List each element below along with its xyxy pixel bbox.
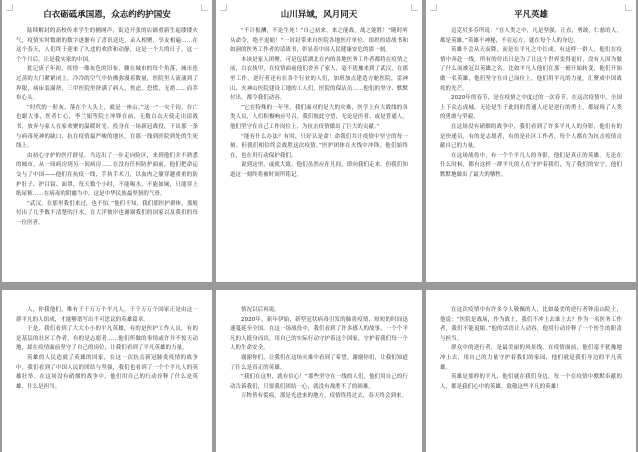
paragraph: “它在特殊的一年里，我们面对的是大的灾难，医学上有大战线的各类人员，人们积极响应号召，我们彼此守望，无论是医者、或是普通人。他们坚守在自己工作岗位上，为抗击疫情做出了巨大的贡献。” bbox=[230, 104, 408, 130]
page-top-margin bbox=[230, 290, 408, 306]
page-top-margin bbox=[16, 290, 198, 306]
paragraph: 英雄不会从天而降，而是在平凡之中长成。有这样一群人，他们在疫情中奔赴一线，所有的付出只是为了让这个世界变得更好，没有人因为做了什么而被冠以英雄之名。比如平凡人他们在那一刻开始转变，他们开始做一名英雄，他们坚守在自己岗位上，他们用平凡的力量，汇聚成中国战疫的光芒。 bbox=[440, 47, 622, 92]
page-corner-mark bbox=[220, 4, 227, 11]
page-title: 白衣砺砥承国恩，众志约约护国安 bbox=[43, 10, 171, 20]
paragraph: “武汉，在那里我们来过，也不怕。”他们不知，我们那医护群体，那般付出了几乎数不清楚的汗水，在大洋彼岸也谢谢我们的国家以及我们的每一位医者。 bbox=[16, 200, 198, 226]
paragraph: 群众中的逆行者，是最美丽的风景线。在疫情面前，他们毫不犹豫地冲上去，用自己的力量守护着我们的家园，他们就是我们身边的平凡英雄。 bbox=[440, 345, 622, 371]
document-page-5 bbox=[216, 290, 422, 452]
document-page-3 bbox=[426, 0, 636, 282]
paragraph: 说到这里，或就大致。他们虽然应在凡间，即向我们走来，但我们知道这一刻终将被时间所铭记。 bbox=[230, 162, 408, 178]
paragraph: 英雄的人民造就了英雄的国家，在这一次抗击新冠肺炎疫情的战争中，我们看到了中国人民的团结与坚强，我们也看到了一个个平凡人的英雄壮举。在这场没有硝烟的战争中，他们用自己的行动诠释了什么是英雄，什么是担当。 bbox=[16, 354, 198, 390]
paragraph: 于是，我们看到了大大小小的平凡英雄，有的是医护工作人员，有的是基层的社区工作者，有的是志愿者……他们所做的事情或许并不惊天动地，却在疫情面前坚守了自己的岗位，让我们看到了平凡英雄的力量。 bbox=[16, 326, 198, 352]
paragraph: 英雄是那样的平凡，他们就在我们身边，每一个在疫情中默默奉献的人，都是我们心中的英雄。致敬这些平凡的英雄！ bbox=[440, 374, 622, 390]
paragraph: 陆续解封的高校传来学生的捕网声，街边开张的店铺重新生起缕缕火气，疫情实时数据的数字逐渐有了喜讯送达，录入相聚，享友相遍……在这个春天，人们终于迎来了久违的欢欣和动静，这是一个大的日子，这一个个月后，让是我实家的中国。 bbox=[16, 28, 198, 63]
paragraph: 2020年的春节，是在疫情之中度过的一次春节。在这次疫情中，全国上下众志成城，无论是生于此间的普通人还是逆行的勇士，都展现了人类的勇敢与坚毅。 bbox=[440, 95, 622, 121]
paragraph: 在这次疫情中有许多令人敬佩的人，比如最美的逆行者钟南山院士，他说：“医院是战场，作为战士，我们不冲上去谁上去？作为一名医务工作者，我们不能退缩。”他的话语让人动容，他用行动诠释了一个医生的职责与担当。 bbox=[440, 307, 622, 342]
page-corner-mark bbox=[430, 4, 437, 11]
paragraph: 由初心守护的医疗群星，当迈出了一步走向险区，来到他们并不熟悉的城市，从一间病房到另一间病房……在没有任何防护面前，他们把命运交与了中国——他们在抗疫一线，手执手术刀，以血肉之躯穿越重重的防护肚子、护目镜、面罩，每天数个小时，不能喝水，不能如厕，只能穿上纸尿裤……在病毒的阴霾当中，这是中华民族最坚韧的气骨。 bbox=[16, 152, 198, 198]
paragraph: “时代的一粒灰，落在个人头上，就是一座山。”这一“一灾千钧，存亡也跟大事，医者仁心，李兰娟等院士冲锋在前，无数白衣天使走出请战书，放弃与家人在家欢聚的温暖时光，投身在一场新冠战役，下出那一条与病毒死神的缺口，抗在疫情最严峻的地区，在那一线到医院到处的生死线上。 bbox=[16, 104, 198, 150]
paragraph: “不计报酬，不论生死！”自己初来，来之能战，战之能胜！”随时听从命令，绝不退缩！”一封封带来自医院各地医疗单位、组织的请战书和如洞的医务工作者的请战书，彰显着中国人民健康安危的那一刻。 bbox=[230, 28, 408, 54]
paragraph: 人，你我他们，唯有千千万万个平凡人，千千万万个国家正是由这一群平凡的人组成，才能够谱写出不可思议的英雄篇章。 bbox=[16, 307, 198, 323]
page-corner-mark bbox=[411, 4, 418, 11]
paragraph: “我们在这里，就有信心！”那些坚守在一线的人们，他们用自己的行动告诉我们，只要我们团结一心，就没有战胜不了的困难。 bbox=[230, 374, 408, 390]
page-corner-mark bbox=[201, 4, 208, 11]
paragraph: 本该是家人团聚，可是包括湖北在内的各地医务工作者都将在疫情之前，白衣执甲，在疫情面前他们舍弃了家人，毫不犹豫来到了武汉，在那里工作，逆行者还有在各个行业的人们，加班加点建造方舱医院，雷神山、火神山医院建设工地的工人们，医院的保洁员……他们的坚守、默默付出，都令我们动容。 bbox=[230, 56, 408, 102]
document-page-1 bbox=[2, 0, 212, 282]
paragraph: 犹记庚子年初，疫情一像灰色的旧布，骤在城市的每个角落，城市连过蒸的大门紧紧闭上，冷冷的空气中仿佛弥漫着数量，医院里人流涌到了界限，病床装满挤，三甲医院里挤满了病人，焦虑，恐慌，无措……而乔布心头。 bbox=[16, 66, 198, 102]
document-page-4 bbox=[2, 290, 212, 452]
paragraph: 谢谢你们，让我们在这场灾难中看到了希望。谢谢你们，让我们知道了什么是真正的英雄。 bbox=[230, 354, 408, 371]
paragraph: 在这场战役中，有一个个平凡人的身影，他们是真正的英雄。无论在什么时候，都有这样一群平凡的人在守护着我们，为了我们的安宁，他们默默地做出了最大的牺牲。 bbox=[440, 152, 622, 178]
page-title: 平凡英雄 bbox=[513, 10, 548, 20]
page-corner-mark bbox=[6, 4, 13, 11]
document-page-2 bbox=[216, 0, 422, 282]
paragraph: 在这场没有硝烟的战争中，我们看到了许多平凡人的身影，他们有的是快递员，有的是志愿者，有的是社区工作者，每个人都在为抗击疫情贡献自己的力量。 bbox=[440, 123, 622, 150]
page-title: 山川异域，风月同天 bbox=[280, 10, 358, 20]
paragraph: 迈克贝多芬所说：“在人类之中，凡是坚强，正直，勇敢，仁慈的人，都是英雄。”英雄不神秘，不在远方，就在每个人的身边。 bbox=[440, 28, 622, 44]
paragraph: “能有什么办法？有时，只好认是命！命我们共计疫情中坚守的每一刻。但我们相信终会战胜这次疫情。”医护团体在火线中冲锋，他们始终在，也在用行动保护我们。 bbox=[230, 133, 408, 159]
page-corner-mark bbox=[625, 4, 632, 11]
paragraph: 2020年，新年伊始，新型冠状病毒引发的肺炎疫情，短短的时间迅速蔓延至全国。在这一场战役中，我们看到了许多感人的故事，一个个平凡的人挺身而出，用自己的实际行动守护着这个国家，守护着我们每一个人的生命安全。 bbox=[230, 316, 408, 352]
paragraph: 万物皆有裂痕，那是光进来的地方，疫情终将过去，春天终会到来。 bbox=[241, 393, 408, 400]
paragraph: 情况以后再说。 bbox=[241, 307, 280, 313]
document-page-6 bbox=[426, 290, 636, 452]
page-top-margin bbox=[440, 290, 622, 306]
